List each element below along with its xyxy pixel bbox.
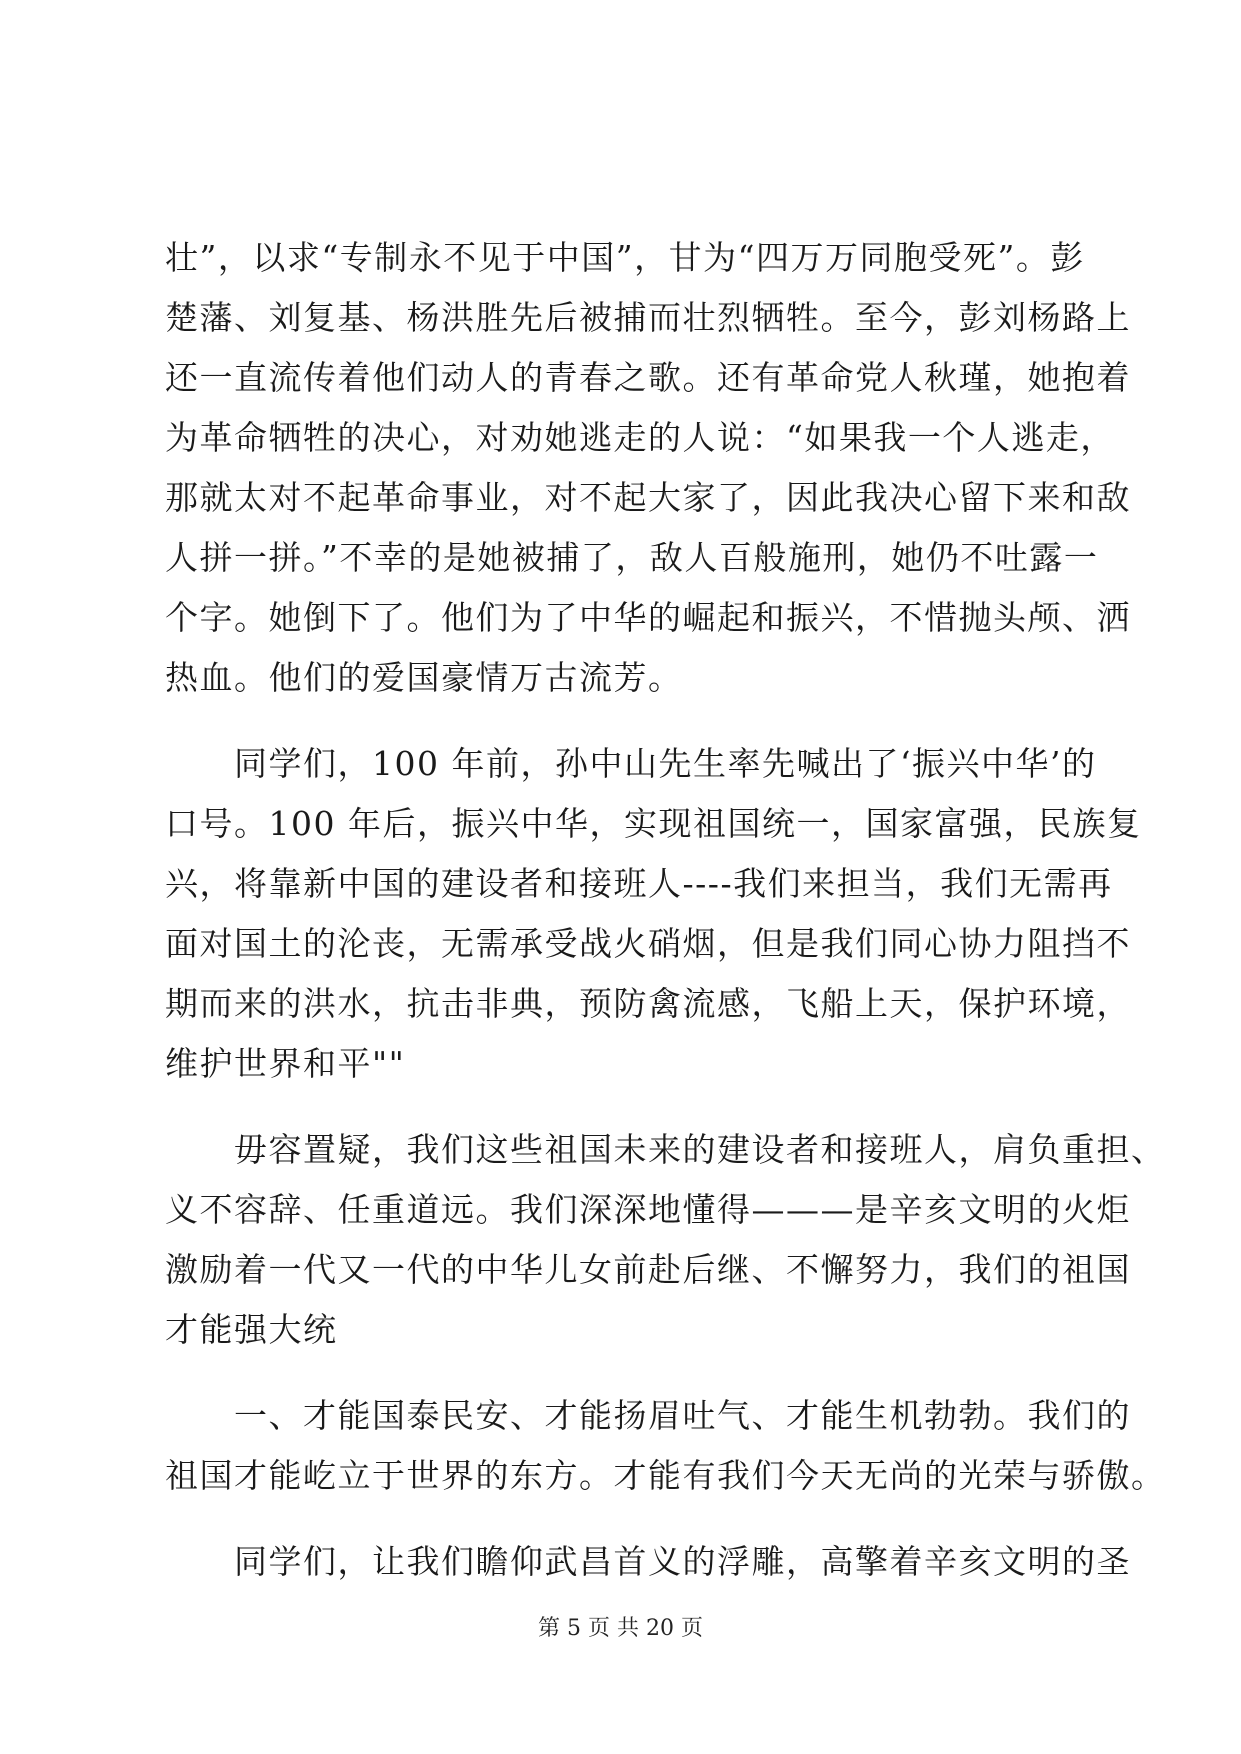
page-number-footer: 第 5 页 共 20 页	[538, 1616, 703, 1641]
text-line: 热血。他们的爱国豪情万古流芳。	[165, 658, 683, 697]
paragraph-gap	[165, 1360, 1077, 1386]
text-line: 为革命牺牲的决心，对劝她逃走的人说：“如果我一个人逃走，	[165, 418, 1115, 457]
paragraph-3	[165, 1120, 1166, 1360]
text-line: 维护世界和平""	[165, 1044, 406, 1083]
text-line: 才能强大统	[165, 1310, 338, 1349]
paragraph-2	[165, 734, 1142, 1094]
text-line: 义不容辞、任重道远。我们深深地懂得———是辛亥文明的火炬	[165, 1190, 1131, 1229]
text-line: 个字。她倒下了。他们为了中华的崛起和振兴，不惜抛头颅、洒	[165, 598, 1131, 637]
text-line: 人拼一拼。”不幸的是她被捕了，敌人百般施刑，她仍不吐露一	[165, 538, 1099, 577]
text-line: 期而来的洪水，抗击非典，预防禽流感，飞船上天，保护环境，	[165, 984, 1131, 1023]
paragraph-1	[165, 228, 1131, 708]
text-line: 还一直流传着他们动人的青春之歌。还有革命党人秋瑾，她抱着	[165, 358, 1131, 397]
text-line: 激励着一代又一代的中华儿女前赴后继、不懈努力，我们的祖国	[165, 1250, 1131, 1289]
text-line: 楚藩、刘复基、杨洪胜先后被捕而壮烈牺牲。至今，彭刘杨路上	[165, 298, 1131, 337]
text-line: 一、才能国泰民安、才能扬眉吐气、才能生机勃勃。我们的	[165, 1396, 1131, 1435]
text-line: 祖国才能屹立于世界的东方。才能有我们今天无尚的光荣与骄傲。	[165, 1456, 1166, 1495]
text-line: 同学们，100 年前，孙中山先生率先喊出了‘振兴中华’的	[165, 744, 1097, 783]
body-text	[165, 228, 1166, 1592]
paragraph-5	[165, 1532, 1131, 1592]
text-line: 同学们，让我们瞻仰武昌首义的浮雕，高擎着辛亥文明的圣	[165, 1542, 1131, 1581]
paragraph-gap	[165, 1094, 1077, 1120]
text-line: 那就太对不起革命事业，对不起大家了，因此我决心留下来和敌	[165, 478, 1131, 517]
text-line: 兴，将靠新中国的建设者和接班人----我们来担当，我们无需再	[165, 864, 1113, 903]
text-line: 毋容置疑，我们这些祖国未来的建设者和接班人，肩负重担、	[165, 1130, 1166, 1169]
paragraph-gap	[165, 1506, 1077, 1532]
text-line: 面对国土的沦丧，无需承受战火硝烟，但是我们同心协力阻挡不	[165, 924, 1131, 963]
text-line: 口号。100 年后，振兴中华，实现祖国统一，国家富强，民族复	[165, 804, 1142, 843]
paragraph-gap	[165, 708, 1077, 734]
text-line: 壮”，以求“专制永不见于中国”，甘为“四万万同胞受死”。彭	[165, 238, 1085, 277]
paragraph-4	[165, 1386, 1166, 1506]
